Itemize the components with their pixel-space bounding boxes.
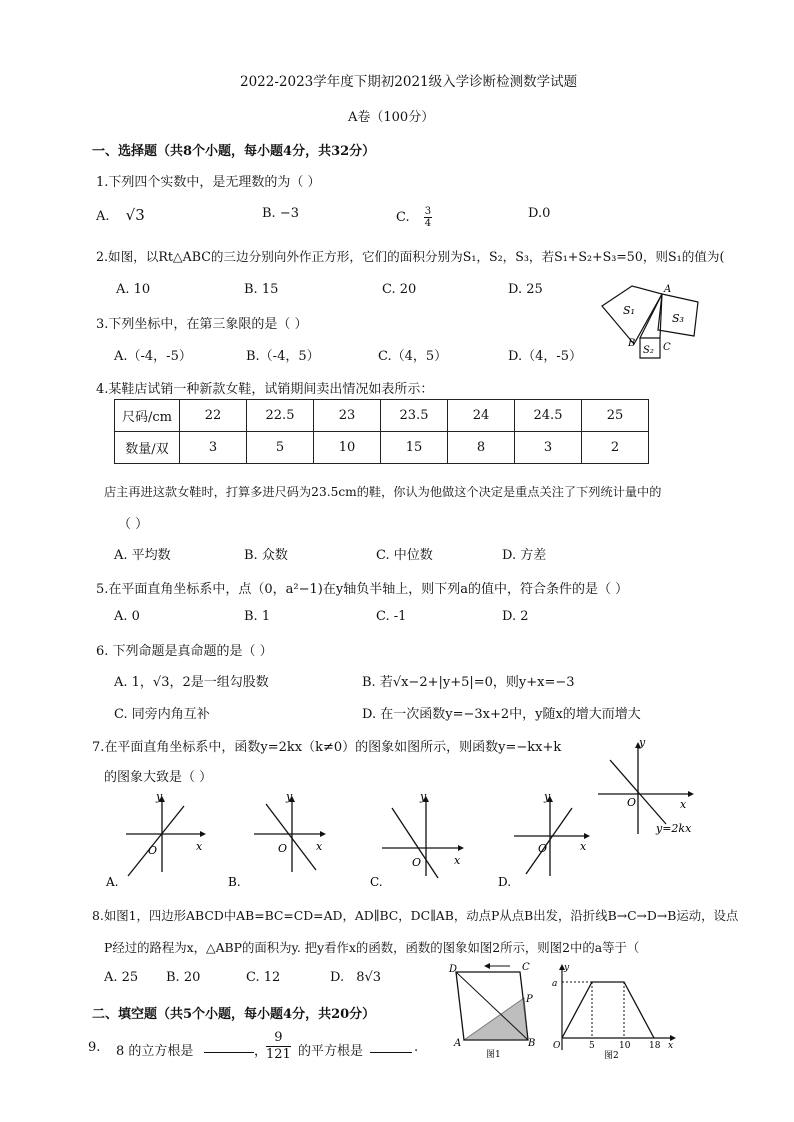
y-label: y [156, 790, 163, 803]
q8-stem: 8.如图1，四边形ABCD中AB=BC=CD=AD，AD∥BC，DC∥AB，动点P从点B出发，沿折线B→C→D→B运动，设点 [92, 908, 739, 923]
q9-part-2: ， [254, 1044, 268, 1059]
table-cell: 8 [448, 432, 515, 464]
x-label: x [580, 840, 587, 853]
q5-option-d: D. 2 [502, 609, 529, 624]
q2-option-d: D. 25 [508, 282, 543, 297]
table-row [115, 400, 649, 432]
table-cell: 25 [582, 400, 649, 432]
x-label: x [668, 1041, 674, 1051]
q2-option-c: C. 20 [382, 282, 417, 297]
q8-option-b: B. 20 [166, 970, 201, 985]
q4-stem-2: 店主再进这款女鞋时，打算多进尺码为23.5cm的鞋，你认为他做这个决定是重点关注了下列统计量中的 [104, 485, 662, 499]
q9-fraction-numerator: 9 [266, 1030, 291, 1047]
label-s3: S₃ [672, 312, 684, 325]
exam-subtitle: A卷（100分） [348, 110, 435, 125]
q7-option-b-graph [224, 790, 334, 890]
x-axis-arrow [200, 831, 206, 837]
figure-2-caption: 图2 [604, 1051, 619, 1060]
area-function-graph [562, 982, 654, 1038]
q4-option-a: A. 平均数 [114, 548, 171, 563]
q4-sales-table [114, 399, 649, 464]
a-label: a [552, 979, 558, 989]
q3-stem: 3.下列坐标中，在第三象限的是（ ） [96, 317, 308, 332]
x-axis-arrow [320, 831, 326, 837]
q9-fraction [266, 1030, 291, 1063]
table-cell: 2 [582, 432, 649, 464]
label-p: P [526, 994, 533, 1005]
q7-option-a-label: A. [106, 875, 119, 889]
table-cell: 23 [314, 400, 381, 432]
table-cell: 24 [448, 400, 515, 432]
x-label: x [196, 840, 203, 853]
label-b: B [528, 1038, 536, 1049]
q1-option-c [396, 206, 432, 229]
label-c: C [522, 962, 530, 973]
q7-option-a-graph [104, 790, 214, 890]
q9-blank-1[interactable] [204, 1052, 254, 1053]
table-cell: 15 [381, 432, 448, 464]
x-axis-arrow [584, 833, 590, 839]
q7-option-c-label: C. [370, 875, 383, 889]
y-label: y [544, 790, 551, 803]
q1-stem: 1.下列四个实数中，是无理数的为（ ） [96, 175, 321, 190]
table-header-size: 尺码/cm [115, 400, 180, 432]
table-cell: 10 [314, 432, 381, 464]
q8-option-d-value: 8√3 [356, 970, 382, 985]
q1-option-a-label: A. [96, 209, 110, 224]
q2-stem: 2.如图，以Rt△ABC的三边分别向外作正方形，它们的面积分别为S₁，S₂，S₃，若S₁+S₂+S₃=50，则S₁的值为( [96, 249, 725, 264]
label-s1: S₁ [623, 304, 635, 317]
q3-option-b: B.（-4，5） [246, 349, 320, 364]
q9-number: 9. [88, 1040, 101, 1055]
q1-option-b: B. −3 [262, 206, 299, 221]
q7-option-c-graph [362, 790, 472, 890]
q8-option-a: A. 25 [104, 970, 139, 985]
q2-option-a: A. 10 [116, 282, 151, 297]
q5-option-b: B. 1 [244, 609, 271, 624]
origin-label: O [412, 856, 422, 869]
label-s2: S₂ [643, 345, 654, 356]
table-cell: 5 [247, 432, 314, 464]
q8-stem-2: P经过的路程为x，△ABP的面积为y. 把y看作x的函数，函数的图象如图2所示，则图2中的a等于（ [104, 940, 640, 955]
line-label: y=2kx [656, 822, 692, 835]
q1-c-numerator: 3 [424, 206, 432, 217]
table-header-quantity: 数量/双 [115, 432, 180, 464]
q7-option-b-label: B. [228, 875, 241, 889]
origin-label: O [538, 842, 548, 855]
q6-option-c: C. 同旁内角互补 [114, 707, 210, 722]
tick-label: 18 [649, 1041, 661, 1051]
q6-option-d: D. 在一次函数y=−3x+2中，y随x的增大而增大 [362, 707, 641, 722]
tick-label: 5 [589, 1041, 595, 1051]
label-vertex-c: C [663, 342, 671, 353]
q4-stem: 4.某鞋店试销一种新款女鞋，试销期间卖出情况如表所示： [96, 382, 434, 397]
x-label: x [454, 854, 461, 867]
q8-figure-2 [548, 960, 678, 1060]
q9-blank-2[interactable] [370, 1052, 412, 1053]
q5-option-c: C. -1 [376, 609, 407, 624]
section-1-title: 一、选择题（共8个小题，每小题4分，共32分） [92, 144, 376, 159]
y-label: y [420, 790, 427, 803]
x-label: x [680, 798, 687, 811]
label-vertex-a: A [664, 284, 672, 295]
q1-option-a [96, 206, 145, 224]
section-2-title: 二、填空题（共5个小题，每小题4分，共20分） [92, 1007, 376, 1022]
q6-option-b: B. 若√x−2+|y+5|=0，则y+x=−3 [362, 675, 575, 690]
q8-option-d-label: D. [330, 970, 345, 985]
q4-option-d: D. 方差 [502, 548, 547, 563]
q2-option-b: B. 15 [244, 282, 279, 297]
graph-line [526, 808, 572, 874]
y-label: y [564, 963, 570, 973]
q4-option-b: B. 众数 [244, 548, 288, 563]
y-label: y [639, 736, 646, 749]
x-label: x [316, 840, 323, 853]
x-axis-arrow [688, 791, 694, 797]
origin-label: O [148, 844, 158, 857]
shaded-triangle-abp [464, 998, 528, 1040]
y-label: y [286, 790, 293, 803]
q7-reference-graph [594, 736, 704, 836]
q1-option-c-label: C. [396, 210, 410, 225]
q4-paren: （ ） [118, 517, 149, 532]
table-row [115, 432, 649, 464]
q8-option-d [330, 970, 381, 985]
q9-part-1: 8 的立方根是 [116, 1044, 194, 1059]
q5-option-a: A. 0 [114, 609, 140, 624]
graph-line [128, 806, 184, 876]
q7-stem: 7.在平面直角坐标系中，函数y=2kx（k≠0）的图象如图所示，则函数y=−kx+k [92, 740, 562, 755]
q4-option-c: C. 中位数 [376, 548, 433, 563]
exam-title: 2022-2023学年度下期初2021级入学诊断检测数学试题 [240, 74, 578, 90]
q1-option-a-value: √3 [125, 206, 145, 224]
triangle-hypotenuse [640, 294, 662, 338]
tick-label: 10 [619, 1041, 631, 1051]
direction-arrow-head [484, 963, 490, 969]
q2-squares-figure [596, 274, 708, 366]
q8-figure-1 [446, 960, 538, 1060]
q7-stem-2: 的图象大致是（ ） [104, 770, 213, 785]
q9-part-3: 的平方根是 [298, 1044, 364, 1059]
label-a: A [454, 1038, 462, 1049]
graph-line [266, 804, 316, 870]
label-d: D [449, 964, 458, 975]
q3-option-d: D.（4，-5） [508, 349, 583, 364]
q9-fraction-denominator: 121 [266, 1047, 291, 1062]
table-cell: 22.5 [247, 400, 314, 432]
origin-label: O [553, 1041, 561, 1051]
x-axis-arrow [458, 845, 464, 851]
q1-c-denominator: 4 [424, 218, 432, 229]
figure-1-caption: 图1 [486, 1050, 501, 1060]
q6-option-a: A. 1，√3，2是一组勾股数 [114, 675, 269, 690]
q1-option-c-fraction [424, 206, 432, 229]
q9-part-4: . [414, 1040, 419, 1055]
q1-option-d: D.0 [528, 206, 551, 221]
table-cell: 22 [180, 400, 247, 432]
origin-label: O [278, 842, 288, 855]
table-cell: 24.5 [515, 400, 582, 432]
q7-option-d-graph [494, 790, 604, 890]
q3-option-c: C.（4，5） [378, 349, 448, 364]
q6-stem: 6. 下列命题是真命题的是（ ） [96, 644, 273, 659]
table-cell: 23.5 [381, 400, 448, 432]
q8-option-c: C. 12 [246, 970, 281, 985]
label-vertex-b: B [628, 338, 636, 349]
q5-stem: 5.在平面直角坐标系中，点（0，a²−1)在y轴负半轴上，则下列a的值中，符合条件的是（ ） [96, 582, 629, 597]
table-cell: 3 [180, 432, 247, 464]
q3-option-a: A.（-4，-5） [114, 349, 192, 364]
origin-label: O [627, 796, 637, 809]
q7-option-d-label: D. [498, 875, 512, 889]
table-cell: 3 [515, 432, 582, 464]
